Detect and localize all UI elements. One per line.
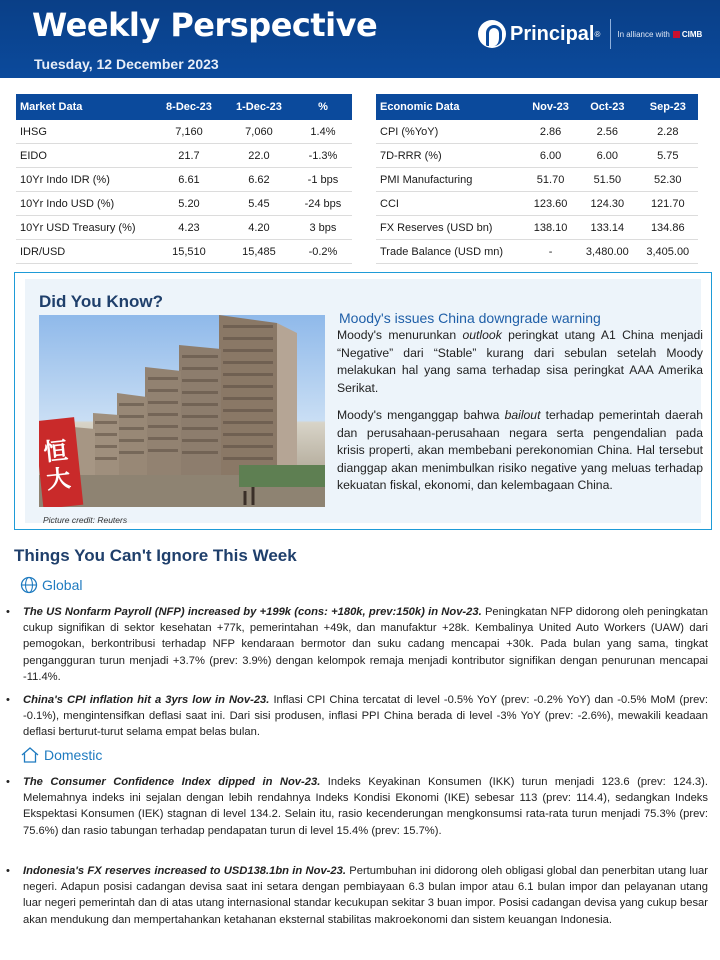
table-cell: 2.28 [638,120,698,144]
column-header: Oct-23 [577,94,637,120]
list-item [6,692,708,741]
emphasis-text: outlook [462,328,502,342]
table-row [16,144,352,168]
table-cell: 2.56 [577,120,637,144]
domestic-label: Domestic [44,747,103,763]
list-item [6,863,708,928]
table-cell: 1.4% [294,120,352,144]
item-text: Peningkatan NFP didorong oleh peningkatan cukup signifikan di sektor kesehatan +77k, pemerintahan +49k, dan manufaktur +28k. Kembalinya United Auto Workers (UAW) dari pemogokan, berkontribusi terhadap NFP kendaraan bermotor dan suku cadang mencapai +30k. Pada bulan yang sama, tingkat pengangguran turun menjadi +3.7% (prev: 3.9%) dengan kelompok remaja menjadi kontributor signifikan dengan penurunan mencapai -11.4%. [23,606,709,683]
column-header: 8-Dec-23 [154,94,224,120]
row-label: Trade Balance (USD mn) [376,240,524,264]
economic-data-table [376,94,698,264]
article-headline: Moody's issues China downgrade warning [339,310,601,326]
report-date: Tuesday, 12 December 2023 [34,56,219,72]
item-text: Pertumbuhan ini didorong oleh obligasi global dan penerbitan utang luar negeri. Adapun posisi cadangan devisa saat ini setara dengan pembiayaan 6.3 bulan impor atau 6.1 bulan impor dan pelayanan utang luar negeri pemerintah dan di atas utang internasional standar kecukupan sekitar 3 buan impor. Posisi cadangan devisa yang cukup besar akan mendukung dan mempertahankan ketahanan eksternal stabilitas makroekonomi dan sistem keuangan Indonesia. [23,865,708,926]
table-cell: -24 bps [294,192,352,216]
table-cell: 7,060 [224,120,294,144]
column-header: Market Data [16,94,154,120]
table-header-row [376,94,698,120]
row-label: IHSG [16,120,154,144]
evergrande-sign: 恒大 [42,436,72,495]
article-paragraph [337,407,703,495]
header-banner [0,0,720,78]
table-cell: -0.2% [294,240,352,264]
paragraph-text: Moody's menganggap bahwa [337,408,505,422]
news-photo [39,315,325,507]
brand-logo: Principal ® In alliance with CIMB [478,16,702,52]
table-cell: 15,485 [224,240,294,264]
list-item [6,604,708,685]
table-cell: 51.70 [524,168,577,192]
table-cell: 2.86 [524,120,577,144]
bullet-icon: • [6,865,10,877]
table-cell: 3,405.00 [638,240,698,264]
partner-name: CIMB [681,29,703,39]
table-cell: - [524,240,577,264]
table-row [376,216,698,240]
table-cell: 3 bps [294,216,352,240]
row-label: PMI Manufacturing [376,168,524,192]
table-row [16,168,352,192]
table-cell: 21.7 [154,144,224,168]
table-cell: 3,480.00 [577,240,637,264]
column-header: Nov-23 [524,94,577,120]
column-header: % [294,94,352,120]
table-cell: 6.00 [577,144,637,168]
item-text: Inflasi CPI China tercatat di level -0.5% YoY (prev: -0.2% YoY) dan -0.5% MoM (prev: -0.1%), mengintensifkan deflasi saat ini. Dari sisi produsen, inflasi PPI China berada di level -3% YoY (prev: -2.6%), mewakili keadaan deflasi berturut-turut selama empat belas bulan. [23,694,708,739]
did-you-know-box [14,272,712,530]
table-row [16,240,352,264]
table-row [376,168,698,192]
item-headline: China's CPI inflation hit a 3yrs low in Nov-23. [23,694,270,706]
table-cell: 5.20 [154,192,224,216]
global-subheader [20,576,82,594]
article-paragraph [337,327,703,397]
table-cell: 134.86 [638,216,698,240]
home-icon [20,746,40,764]
apartment-buildings-image [39,315,325,507]
table-cell: 5.45 [224,192,294,216]
section-title: Things You Can't Ignore This Week [14,546,297,565]
picture-credit: Picture credit: Reuters [43,515,128,525]
item-headline: Indonesia's FX reserves increased to USD138.1bn in Nov-23. [23,865,346,877]
domestic-subheader [20,746,102,764]
item-headline: The US Nonfarm Payroll (NFP) increased by +199k (cons: +180k, prev:150k) in Nov-23. [23,606,482,618]
market-data-table [16,94,352,264]
table-row [16,192,352,216]
cimb-logo-icon [673,31,680,38]
table-row [376,240,698,264]
table-cell: 133.14 [577,216,637,240]
table-cell: 6.62 [224,168,294,192]
table-row [376,144,698,168]
column-header: Economic Data [376,94,524,120]
table-cell: 6.00 [524,144,577,168]
globe-icon [20,576,38,594]
row-label: 7D-RRR (%) [376,144,524,168]
row-label: 10Yr Indo IDR (%) [16,168,154,192]
paragraph-text: peringkat utang A1 China menjadi “Negative” dari “Stable” kurang dari sebulan setelah Moody melakukan hal yang sama terhadap sisa peringkat AAA Amerika Serikat. [337,328,703,395]
bullet-icon: • [6,776,10,788]
brand-name: Principal [510,22,595,45]
row-label: CCI [376,192,524,216]
table-cell: 22.0 [224,144,294,168]
table-cell: 4.23 [154,216,224,240]
bullet-icon: • [6,606,10,618]
column-header: Sep-23 [638,94,698,120]
table-header-row [16,94,352,120]
row-label: CPI (%YoY) [376,120,524,144]
item-text: Indeks Keyakinan Konsumen (IKK) turun menjadi 123.6 (prev: 124.3). Melemahnya indeks ini sejalan dengan lebih rendahnya Indeks Kondisi Ekonomi (IKE) sebesar 113 (prev: 114.4), sedangkan Indeks Ekspektasi Konsumen (IEK) stagnan di level 134.2. Selain itu, rasio kecenderungan mengkonsumsi rata-rata turun menjadi 75.3% (prev: 75.6%) dan rasio tabungan terhadap pendapatan turun di level 15.4% (prev: 15.7%). [23,776,708,837]
paragraph-text: terhadap pemerintah daerah dan perusahaan-perusahaan negara serta pengendalian pada krisis properti, akan membebani perekonomian China. Hal tersebut dianggap akan menimbulkan risiko negative yang meluas terhadap kekuatan fiskal, ekonomi, dan kelembagaan China. [337,408,703,492]
row-label: 10Yr USD Treasury (%) [16,216,154,240]
table-cell: 6.61 [154,168,224,192]
table-row [376,192,698,216]
table-cell: 121.70 [638,192,698,216]
table-row [16,120,352,144]
row-label: IDR/USD [16,240,154,264]
alliance-text: In alliance with [617,29,670,39]
list-item [6,774,708,839]
bullet-icon: • [6,694,10,706]
item-headline: The Consumer Confidence Index dipped in Nov-23. [23,776,321,788]
table-cell: 51.50 [577,168,637,192]
did-you-know-panel [25,279,701,523]
table-cell: -1 bps [294,168,352,192]
emphasis-text: bailout [504,408,541,422]
table-row [376,120,698,144]
row-label: FX Reserves (USD bn) [376,216,524,240]
table-cell: 5.75 [638,144,698,168]
global-label: Global [42,577,83,593]
table-cell: 15,510 [154,240,224,264]
row-label: EIDO [16,144,154,168]
page-title: Weekly Perspective [32,6,378,44]
did-you-know-title: Did You Know? [39,292,164,311]
column-header: 1-Dec-23 [224,94,294,120]
table-cell: 4.20 [224,216,294,240]
table-cell: 124.30 [577,192,637,216]
table-cell: 52.30 [638,168,698,192]
row-label: 10Yr Indo USD (%) [16,192,154,216]
logo-divider [610,19,611,49]
principal-logo-icon [478,20,506,48]
table-cell: 123.60 [524,192,577,216]
table-cell: -1.3% [294,144,352,168]
table-cell: 138.10 [524,216,577,240]
paragraph-text: Moody's menurunkan [337,328,463,342]
table-cell: 7,160 [154,120,224,144]
table-row [16,216,352,240]
